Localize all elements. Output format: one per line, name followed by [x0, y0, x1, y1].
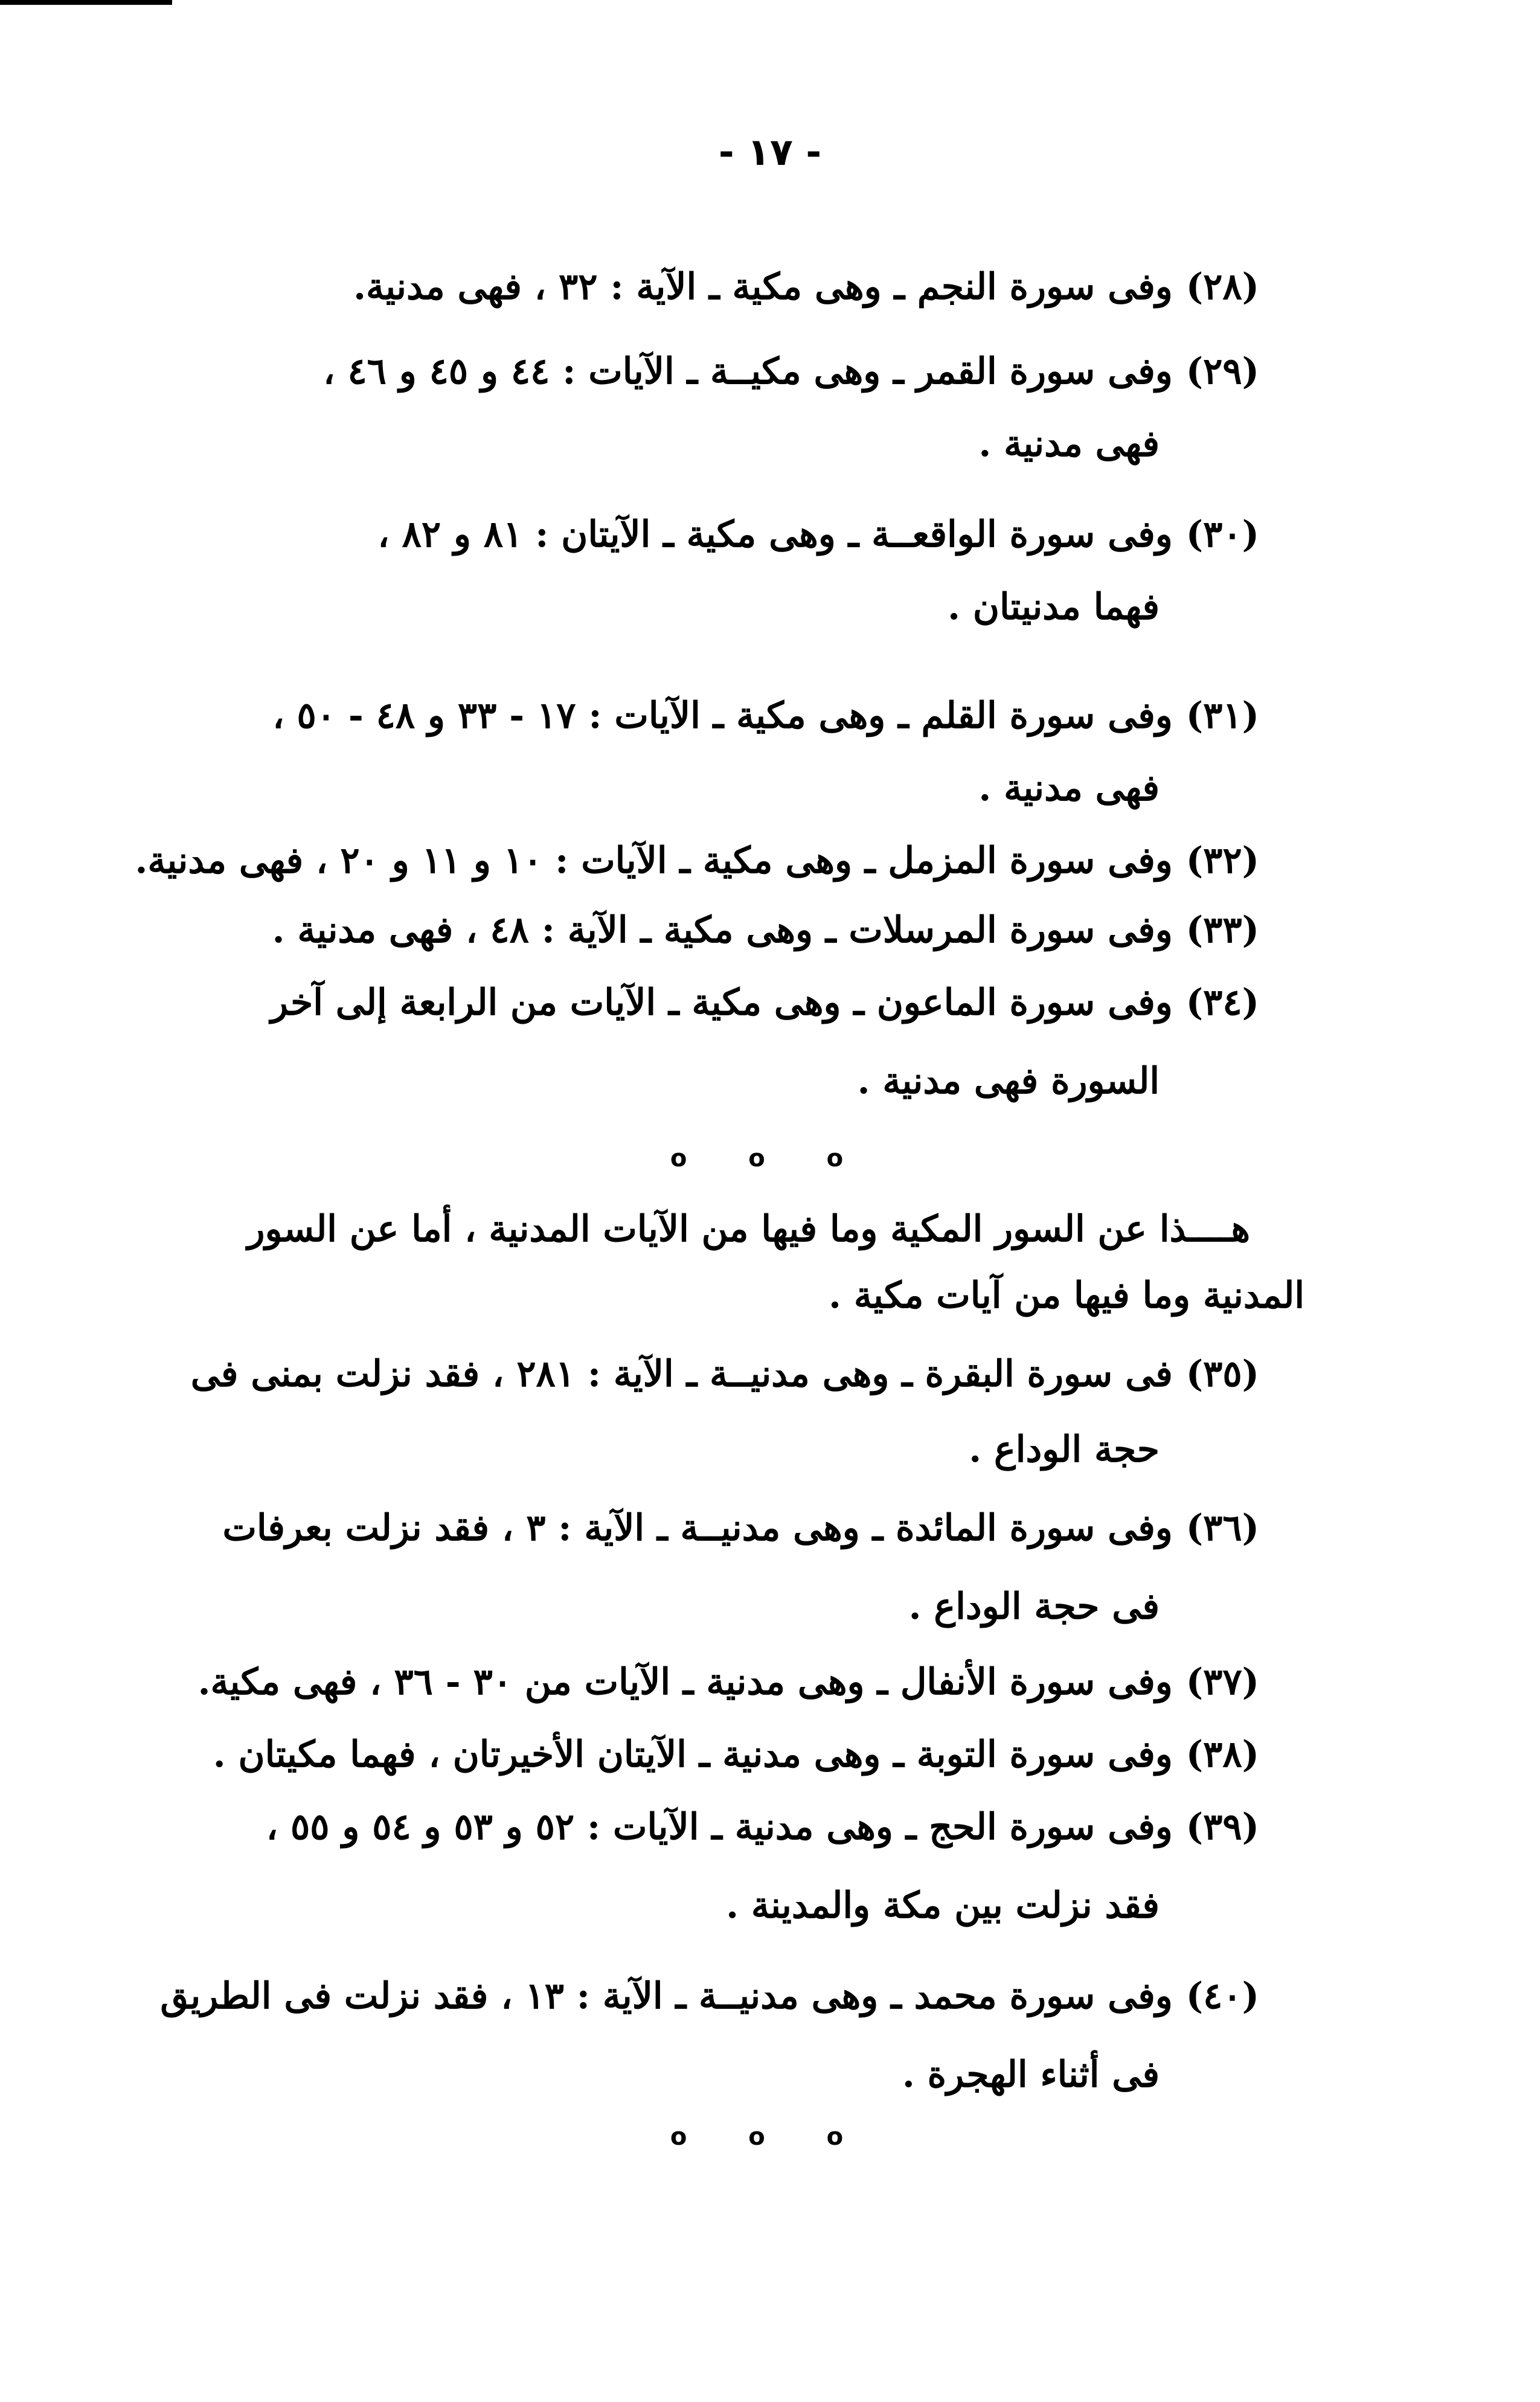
- item-number: (٣٩): [1185, 1806, 1259, 1848]
- item-text: وفى سورة المائدة ـ وهى مدنيــة ـ الآية : ٣ ، فقد نزلت بعرفات: [222, 1507, 1173, 1549]
- item-35-cont: [969, 1428, 1160, 1471]
- paragraph-text: هــــذا عن السور المكية وما فيها من الآيات المدنية ، أما عن السور: [247, 1208, 1250, 1250]
- item-number: (٣٤): [1185, 981, 1259, 1024]
- item-text: فهى مدنية .: [978, 423, 1160, 465]
- item-text: فى سورة البقرة ـ وهى مدنيــة ـ الآية : ٢٨١ ، فقد نزلت بمنى فى: [190, 1353, 1173, 1395]
- item-text: وفى سورة الحج ـ وهى مدنية ـ الآيات : ٥٢ و ٥٣ و ٥٤ و ٥٥ ،: [266, 1806, 1173, 1848]
- end-separator: o o o: [670, 2123, 870, 2151]
- item-35: [190, 1353, 1259, 1395]
- item-39-cont: [726, 1884, 1160, 1927]
- item-33: [272, 909, 1259, 951]
- item-text: حجة الوداع .: [969, 1428, 1160, 1471]
- item-34: [271, 981, 1259, 1024]
- item-text: وفى سورة الواقعــة ـ وهى مكية ـ الآيتان : ٨١ و ٨٢ ،: [377, 513, 1173, 556]
- item-text: وفى سورة الأنفال ـ وهى مدنية ـ الآيات من ٣٠ - ٣٦ ، فهى مكية.: [197, 1661, 1173, 1703]
- item-36-cont: [908, 1585, 1160, 1628]
- item-number: (٣١): [1185, 695, 1259, 737]
- item-31: [272, 695, 1259, 737]
- item-text: وفى سورة القمر ـ وهى مكيــة ـ الآيات : ٤٤ و ٤٥ و ٤٦ ،: [323, 350, 1173, 393]
- section-separator: o o o: [670, 1145, 870, 1172]
- item-text: وفى سورة المرسلات ـ وهى مكية ـ الآية : ٤٨ ، فهى مدنية .: [272, 909, 1173, 951]
- item-31-cont: [978, 767, 1160, 809]
- item-36: [222, 1507, 1259, 1549]
- item-number: (٣٠): [1185, 513, 1259, 556]
- item-text: فهما مدنيتان .: [948, 586, 1160, 628]
- item-37: [197, 1661, 1259, 1703]
- item-38: [213, 1733, 1259, 1776]
- item-32: [135, 840, 1260, 882]
- item-text: فى حجة الوداع .: [908, 1585, 1160, 1628]
- intro-paragraph-line-2: [829, 1274, 1304, 1317]
- item-text: فى أثناء الهجرة .: [902, 2054, 1160, 2096]
- item-number: (٣٦): [1185, 1507, 1259, 1549]
- item-number: (٢٨): [1185, 266, 1259, 308]
- item-number: (٢٩): [1185, 350, 1259, 393]
- item-number: (٣٨): [1185, 1733, 1259, 1776]
- item-34-cont: [857, 1060, 1160, 1102]
- item-number: (٣٧): [1185, 1661, 1259, 1703]
- item-29-cont: [978, 423, 1160, 465]
- item-30: [377, 513, 1259, 556]
- item-text: فقد نزلت بين مكة والمدينة .: [726, 1884, 1160, 1927]
- item-29: [323, 350, 1259, 393]
- item-number: (٣٢): [1185, 840, 1259, 882]
- page-number: - ١٧ -: [718, 130, 822, 174]
- item-39: [266, 1806, 1259, 1848]
- item-text: وفى سورة النجم ـ وهى مكية ـ الآية : ٣٢ ، فهى مدنية.: [353, 266, 1173, 308]
- item-text: وفى سورة الماعون ـ وهى مكية ـ الآيات من الرابعة إلى آخر: [271, 981, 1173, 1024]
- top-rule: [0, 0, 172, 5]
- item-text: وفى سورة التوبة ـ وهى مدنية ـ الآيتان الأخيرتان ، فهما مكيتان .: [213, 1733, 1173, 1776]
- item-text: السورة فهى مدنية .: [857, 1060, 1160, 1102]
- item-number: (٣٣): [1185, 909, 1259, 951]
- item-40-cont: [902, 2054, 1160, 2096]
- item-number: (٤٠): [1185, 1975, 1259, 2017]
- intro-paragraph-line-1: [247, 1208, 1250, 1250]
- paragraph-text: المدنية وما فيها من آيات مكية .: [829, 1274, 1304, 1317]
- item-text: وفى سورة القلم ـ وهى مكية ـ الآيات : ١٧ - ٣٣ و ٤٨ - ٥٠ ،: [272, 695, 1173, 737]
- item-text: فهى مدنية .: [978, 767, 1160, 809]
- item-text: وفى سورة محمد ـ وهى مدنيــة ـ الآية : ١٣ ، فقد نزلت فى الطريق: [160, 1975, 1173, 2017]
- item-number: (٣٥): [1185, 1353, 1259, 1395]
- item-30-cont: [948, 586, 1160, 628]
- item-text: وفى سورة المزمل ـ وهى مكية ـ الآيات : ١٠ و ١١ و ٢٠ ، فهى مدنية.: [135, 840, 1173, 882]
- item-28: [353, 266, 1259, 308]
- item-40: [160, 1975, 1259, 2017]
